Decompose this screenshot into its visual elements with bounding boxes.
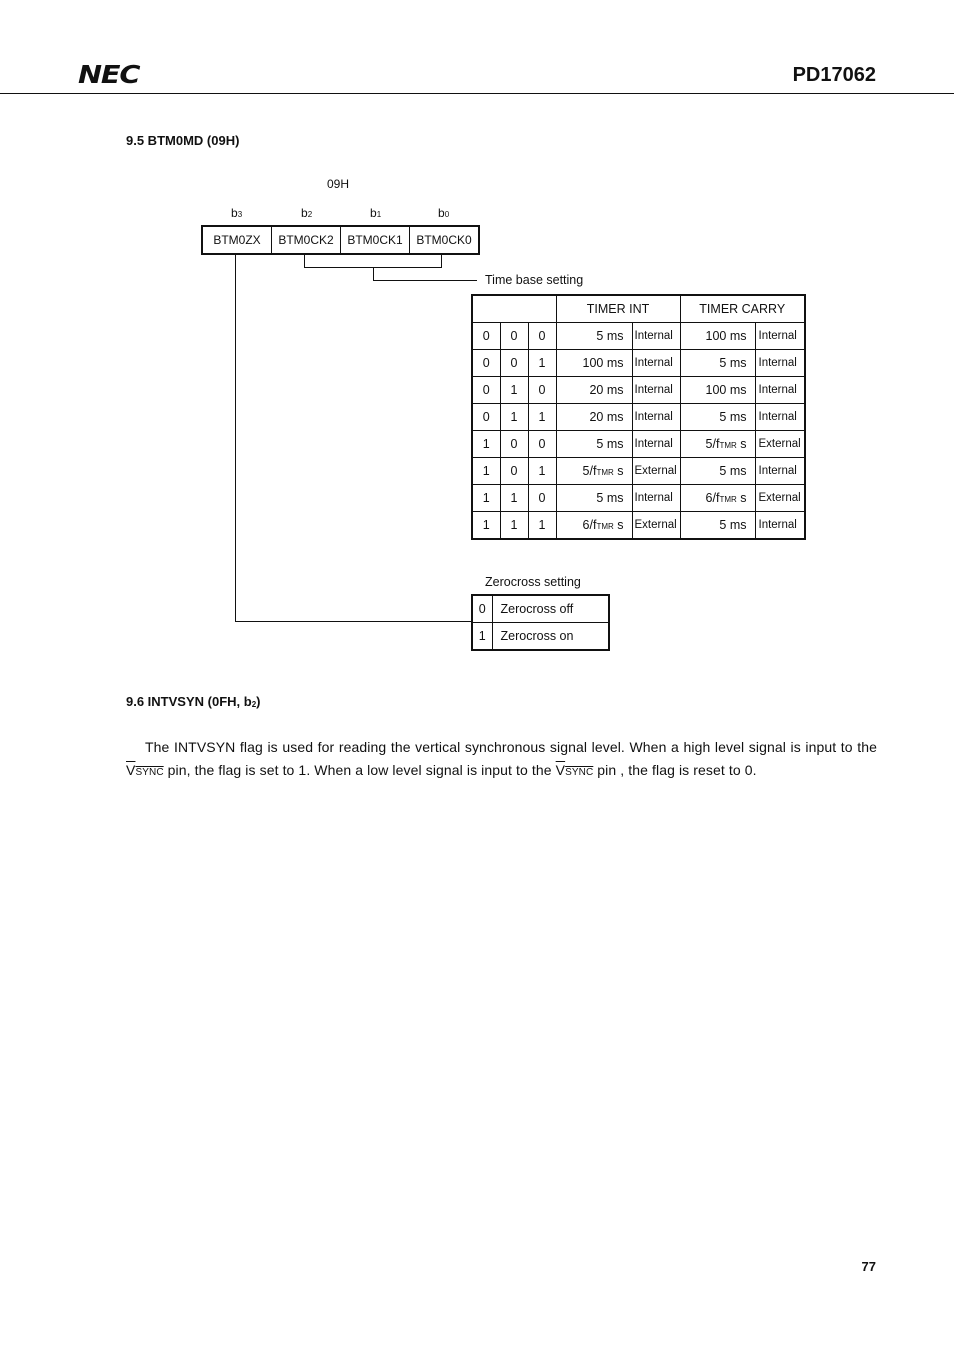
- timer-carry-period: 5/fTMR s: [680, 431, 755, 458]
- bit2-value: 1: [472, 485, 500, 512]
- bit1-value: 0: [500, 350, 528, 377]
- bit-label-b1: b1: [370, 206, 382, 220]
- time-base-label: Time base setting: [485, 273, 584, 287]
- timer-carry-period: 100 ms: [680, 323, 755, 350]
- zerocross-desc: Zerocross off: [492, 595, 609, 623]
- timer-carry-source: Internal: [755, 377, 805, 404]
- zerocross-bit: 0: [472, 595, 492, 623]
- timer-carry-period: 100 ms: [680, 377, 755, 404]
- timer-int-source: Internal: [632, 404, 680, 431]
- timer-carry-header: TIMER CARRY: [680, 295, 805, 323]
- zerocross-row: [472, 595, 609, 623]
- zerocross-table: [471, 594, 610, 651]
- bit1-value: 0: [500, 458, 528, 485]
- timer-carry-period: 5 ms: [680, 512, 755, 540]
- timer-carry-source: Internal: [755, 512, 805, 540]
- bit0-value: 1: [528, 404, 556, 431]
- timer-int-source: External: [632, 458, 680, 485]
- time-base-row: [472, 323, 805, 350]
- timer-carry-source: External: [755, 485, 805, 512]
- header-rule: [0, 93, 954, 94]
- bit1-value: 1: [500, 377, 528, 404]
- time-base-row: [472, 458, 805, 485]
- bit1-value: 1: [500, 512, 528, 540]
- timer-int-source: Internal: [632, 377, 680, 404]
- time-base-row: [472, 485, 805, 512]
- bit0-value: 1: [528, 350, 556, 377]
- zerocross-bit: 1: [472, 623, 492, 651]
- bit2-value: 0: [472, 377, 500, 404]
- vsync-signal-name: VSYNC: [555, 762, 594, 778]
- bit0-value: 0: [528, 377, 556, 404]
- zerocross-connector-line: [235, 254, 236, 622]
- bit1-value: 1: [500, 485, 528, 512]
- register-address: 09H: [327, 177, 350, 191]
- timer-carry-source: Internal: [755, 458, 805, 485]
- timer-carry-period: 5 ms: [680, 404, 755, 431]
- register-cell-btm0ck2: BTM0CK2: [272, 226, 341, 254]
- vsync-signal-name: VSYNC: [126, 762, 164, 778]
- timer-carry-source: Internal: [755, 323, 805, 350]
- timer-int-period: 100 ms: [556, 350, 632, 377]
- timer-int-source: Internal: [632, 485, 680, 512]
- document-title: PD17062: [792, 64, 876, 86]
- time-base-row: [472, 512, 805, 540]
- bit0-value: 0: [528, 431, 556, 458]
- timer-int-period: 5 ms: [556, 431, 632, 458]
- bit2-value: 0: [472, 404, 500, 431]
- timer-carry-period: 5 ms: [680, 458, 755, 485]
- register-cell-btm0ck1: BTM0CK1: [341, 226, 410, 254]
- bit1-value: 1: [500, 404, 528, 431]
- timer-carry-period: 5 ms: [680, 350, 755, 377]
- timer-int-period: 6/fTMR s: [556, 512, 632, 540]
- register-cell-btm0ck0: BTM0CK0: [410, 226, 480, 254]
- connector-line: [373, 267, 374, 281]
- zerocross-connector-line: [235, 621, 472, 622]
- timer-carry-period: 6/fTMR s: [680, 485, 755, 512]
- timer-int-source: Internal: [632, 350, 680, 377]
- bit-label-b0: b0: [438, 206, 450, 220]
- timer-int-source: External: [632, 512, 680, 540]
- page-number: 77: [861, 1259, 876, 1274]
- bit2-value: 0: [472, 323, 500, 350]
- bit-label-b3: b3: [231, 206, 243, 220]
- timer-int-source: Internal: [632, 431, 680, 458]
- timer-int-period: 20 ms: [556, 404, 632, 431]
- time-base-table: [471, 294, 806, 540]
- zerocross-desc: Zerocross on: [492, 623, 609, 651]
- register-bit-table: [201, 225, 480, 255]
- time-base-row: [472, 404, 805, 431]
- bit2-value: 1: [472, 431, 500, 458]
- timer-carry-source: Internal: [755, 350, 805, 377]
- register-cell-btm0zx: BTM0ZX: [202, 226, 272, 254]
- bit0-value: 1: [528, 458, 556, 485]
- bit2-value: 1: [472, 458, 500, 485]
- bit1-value: 0: [500, 431, 528, 458]
- zerocross-row: [472, 623, 609, 651]
- intvsyn-paragraph: The INTVSYN flag is used for reading the vertical synchronous signal level. When a high level signal is input to the VSYNC pin, the flag is set to 1. When a low level signal is input to the VSYNC pin , the flag is reset to 0.: [126, 739, 877, 778]
- nec-logo: NEC: [78, 60, 140, 89]
- timer-int-header: TIMER INT: [556, 295, 680, 323]
- timer-int-period: 5 ms: [556, 323, 632, 350]
- bit0-value: 0: [528, 485, 556, 512]
- bit2-value: 1: [472, 512, 500, 540]
- bit2-value: 0: [472, 350, 500, 377]
- zerocross-label: Zerocross setting: [485, 575, 581, 589]
- time-base-row: [472, 377, 805, 404]
- section-heading-9-6: 9.6 INTVSYN (0FH, b2): [126, 694, 261, 709]
- time-base-row: [472, 350, 805, 377]
- timer-int-period: 20 ms: [556, 377, 632, 404]
- timer-carry-source: External: [755, 431, 805, 458]
- connector-line: [373, 280, 477, 281]
- bit1-value: 0: [500, 323, 528, 350]
- connector-line: [304, 254, 305, 268]
- bit0-value: 1: [528, 512, 556, 540]
- timer-int-period: 5/fTMR s: [556, 458, 632, 485]
- bit-label-b2: b2: [301, 206, 313, 220]
- timer-int-source: Internal: [632, 323, 680, 350]
- connector-line: [441, 254, 442, 268]
- time-base-row: [472, 431, 805, 458]
- timer-carry-source: Internal: [755, 404, 805, 431]
- timer-int-period: 5 ms: [556, 485, 632, 512]
- section-heading-9-5: 9.5 BTM0MD (09H): [126, 133, 240, 148]
- header-blank-cell: [472, 295, 556, 323]
- bit0-value: 0: [528, 323, 556, 350]
